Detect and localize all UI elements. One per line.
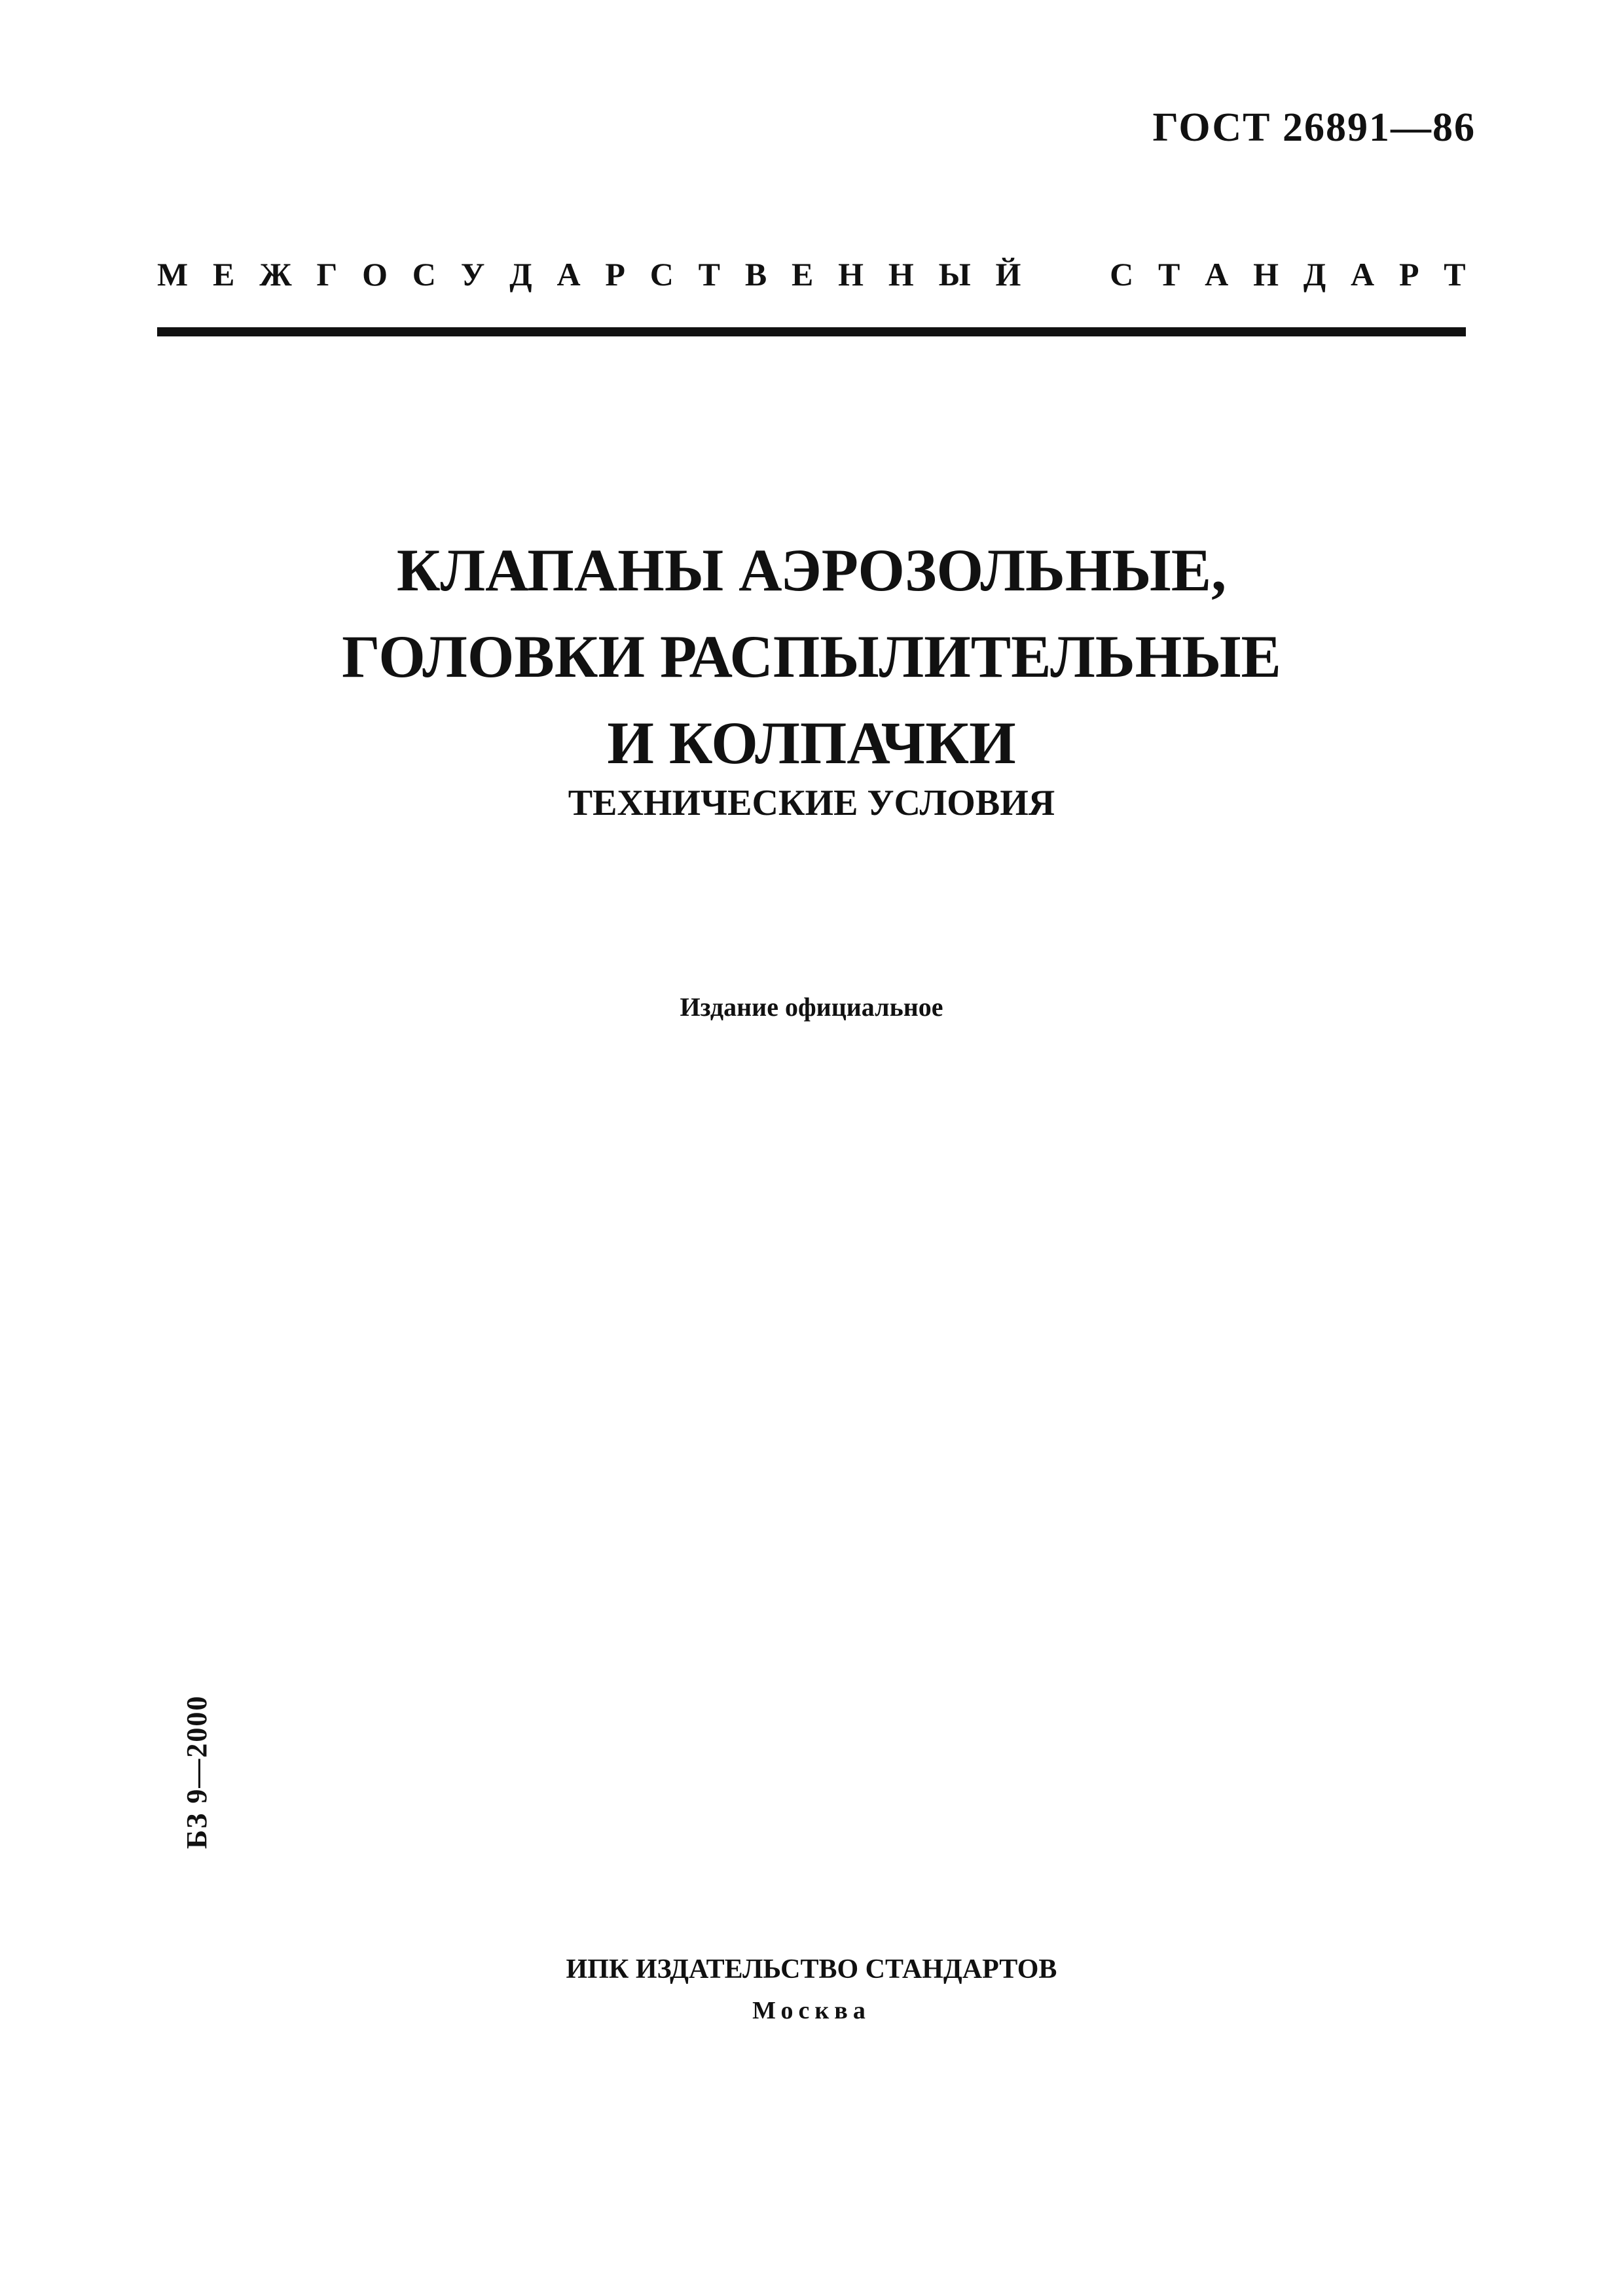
category-letter: А [1351,256,1375,293]
category-letter: Д [1303,256,1326,293]
category-letter: Т [1158,256,1180,293]
category-letter: О [362,256,388,293]
word-gap [1046,255,1085,293]
document-subtitle: ТЕХНИЧЕСКИЕ УСЛОВИЯ [568,783,1055,823]
category-letter: С [649,256,674,293]
title-line: КЛАПАНЫ АЭРОЗОЛЬНЫЕ, [396,537,1227,603]
document-title [0,527,1623,786]
category-letter: Н [838,256,864,293]
document-code: ГОСТ 26891—86 [1152,105,1476,150]
category-letter: В [744,256,767,293]
category-letter: Е [792,256,814,293]
category-letter: А [1205,256,1229,293]
category-letter: Р [1398,256,1419,293]
standard-category [157,255,1466,293]
publisher-name: ИПК ИЗДАТЕЛЬСТВО СТАНДАРТОВ [566,1954,1057,1984]
category-letter: Й [995,256,1021,293]
category-letter: Ы [938,256,971,293]
category-letter: С [412,256,436,293]
title-line: И КОЛПАЧКИ [607,709,1016,776]
category-letter: У [460,256,485,293]
category-letter: Р [605,256,625,293]
category-letter: Н [888,256,914,293]
category-letter: Г [316,256,338,293]
category-letter: М [157,256,189,293]
category-letter: Ж [259,256,292,293]
header-rule [157,327,1466,336]
category-letter: Н [1253,256,1279,293]
category-letter: Д [509,256,532,293]
category-letter: С [1110,256,1134,293]
side-catalog-code: БЗ 9—2000 [181,1695,213,1849]
category-letter: Т [698,256,721,293]
category-letter: А [556,256,581,293]
category-letter: Е [213,256,235,293]
title-line: ГОЛОВКИ РАСПЫЛИТЕЛЬНЫЕ [342,623,1281,690]
edition-note: Издание официальное [680,992,943,1022]
category-letter: Т [1444,256,1466,293]
publisher-city: Москва [752,1997,871,2024]
